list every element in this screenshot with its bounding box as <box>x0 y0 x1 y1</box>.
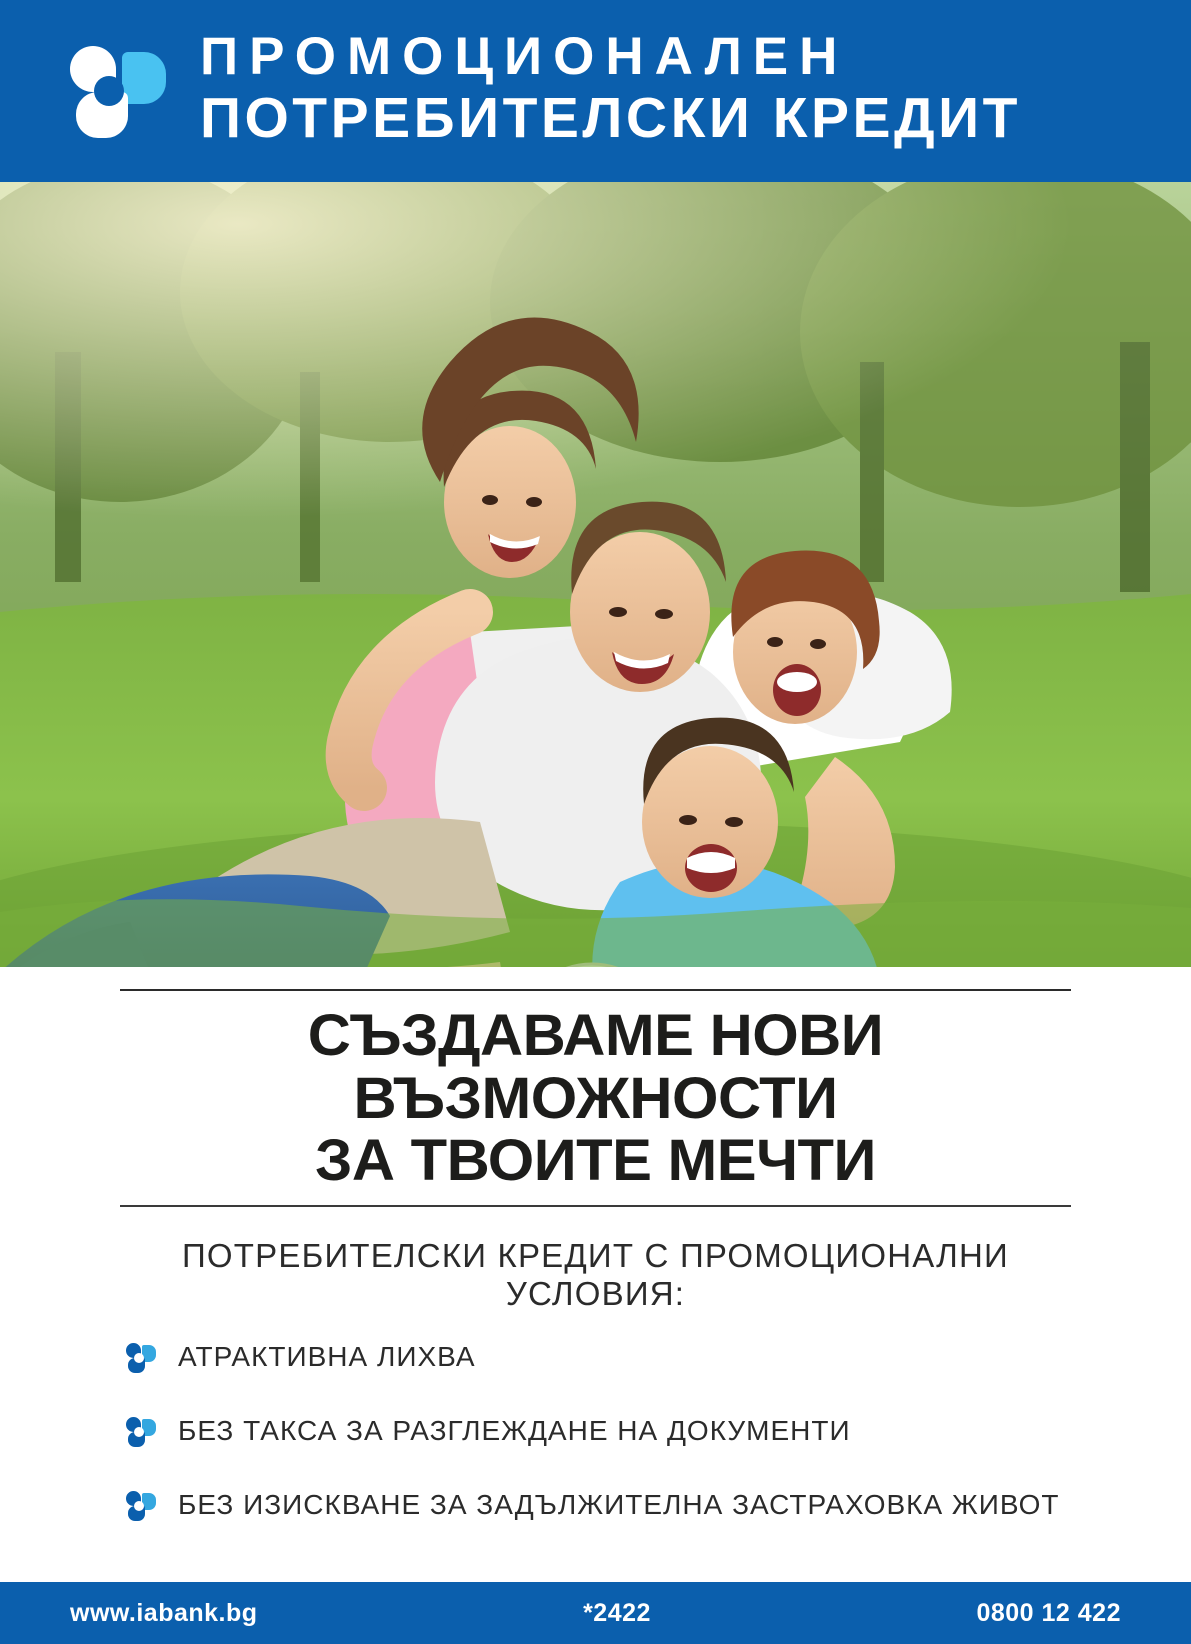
list-item <box>126 1489 1071 1521</box>
headline-line1: СЪЗДАВАМЕ НОВИ ВЪЗМОЖНОСТИ <box>307 1003 884 1131</box>
benefits-list <box>120 1341 1071 1521</box>
poster-content <box>0 967 1191 1582</box>
page-title <box>106 991 1086 1205</box>
poster-header <box>0 0 1191 182</box>
family-photo <box>0 182 1191 967</box>
phone-number[interactable]: 0800 12 422 <box>976 1598 1121 1627</box>
headline-line2: ЗА ТВОИТЕ МЕЧТИ <box>315 1128 876 1194</box>
benefit-label: АТРАКТИВНА ЛИХВА <box>178 1340 476 1372</box>
ia-bank-bullet-icon <box>126 1417 156 1447</box>
header-title-line1: ПРОМОЦИОНАЛЕН <box>200 27 849 87</box>
list-item <box>126 1341 1071 1373</box>
header-title-line2: ПОТРЕБИТЕЛСКИ КРЕДИТ <box>200 86 1021 151</box>
ia-bank-logo-icon <box>70 46 166 138</box>
ia-bank-bullet-icon <box>126 1491 156 1521</box>
benefit-label: БЕЗ ИЗИСКВАНЕ ЗА ЗАДЪЛЖИТЕЛНА ЗАСТРАХОВКА ЖИВОТ <box>178 1488 1060 1520</box>
website-link[interactable]: www.iabank.bg <box>70 1598 258 1627</box>
list-item <box>126 1415 1071 1447</box>
short-number[interactable]: *2422 <box>583 1598 651 1627</box>
subtitle: ПОТРЕБИТЕЛСКИ КРЕДИТ С ПРОМОЦИОНАЛНИ УСЛОВИЯ: <box>182 1236 1009 1312</box>
poster-footer <box>0 1582 1191 1644</box>
header-titles <box>200 29 1021 149</box>
benefit-label: БЕЗ ТАКСА ЗА РАЗГЛЕЖДАНЕ НА ДОКУМЕНТИ <box>178 1414 851 1446</box>
ia-bank-bullet-icon <box>126 1343 156 1373</box>
